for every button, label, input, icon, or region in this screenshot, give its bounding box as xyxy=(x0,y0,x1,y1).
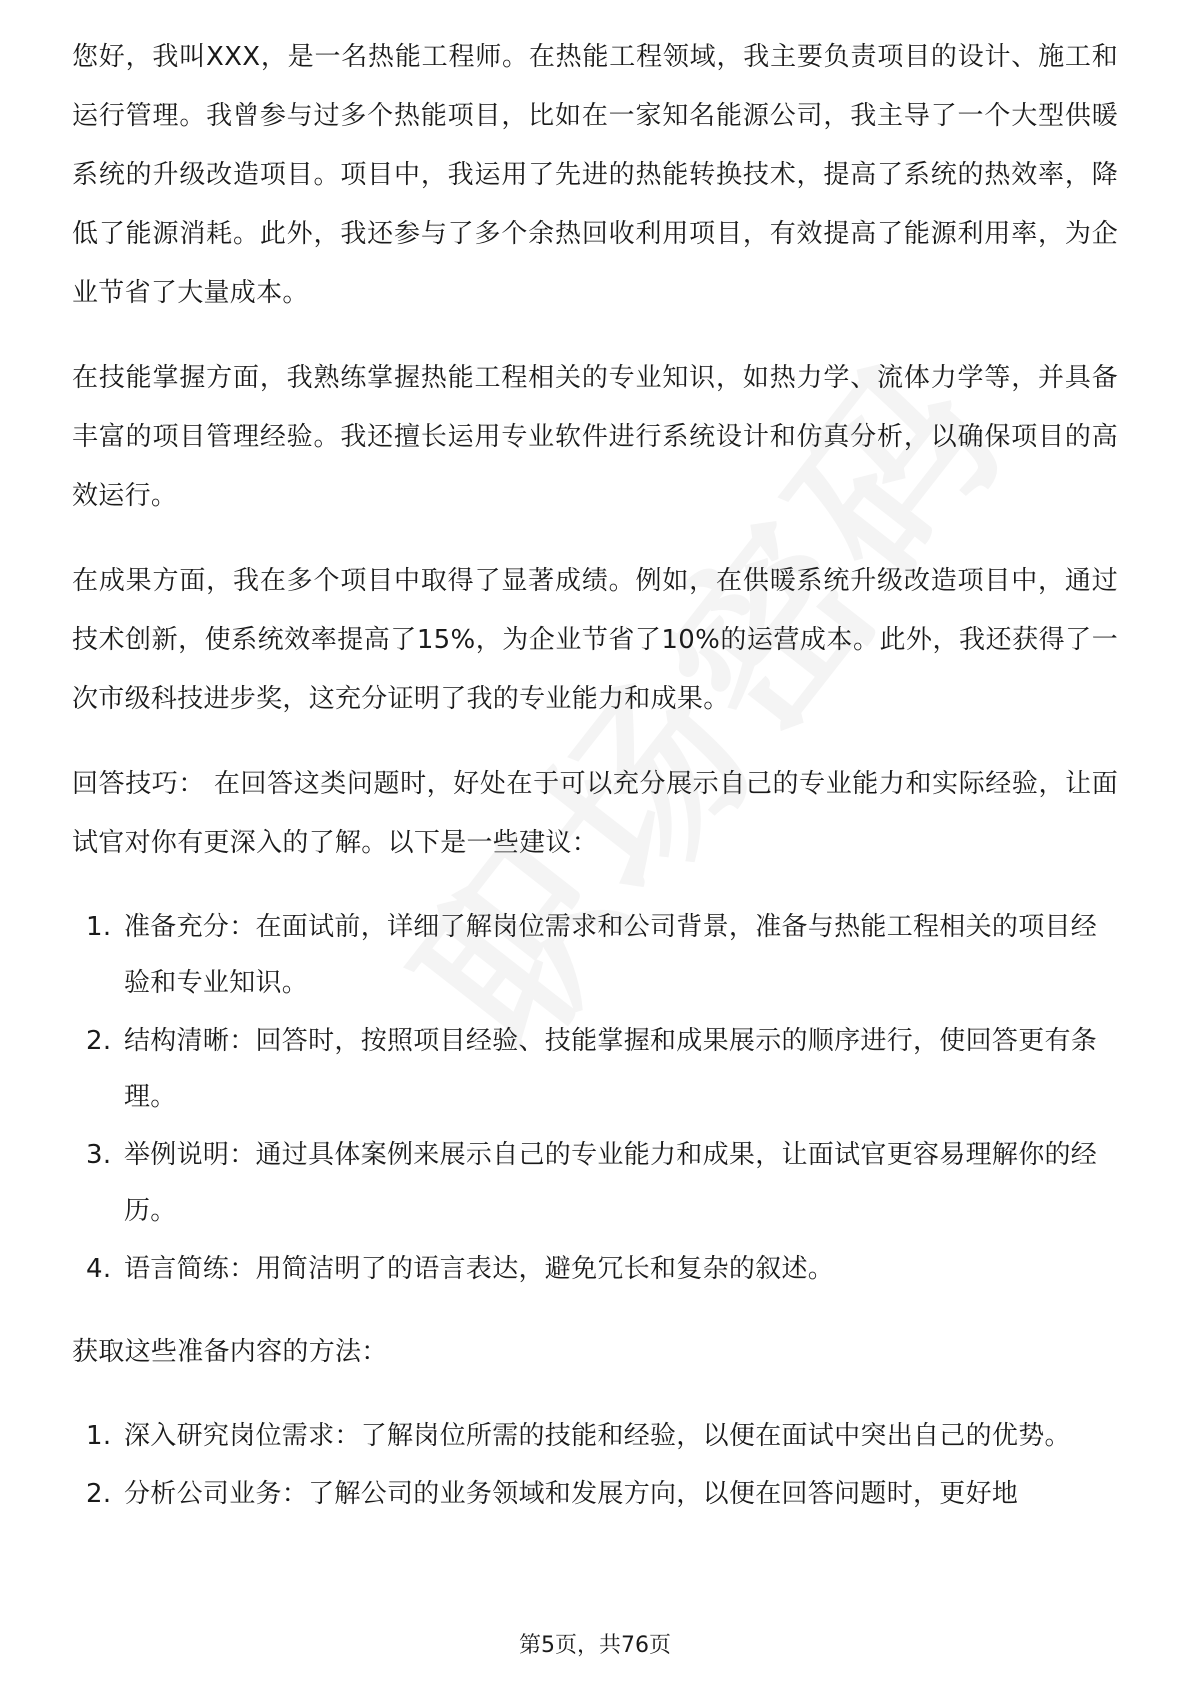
list-item-text: 举例说明：通过具体案例来展示自己的专业能力和成果，让面试官更容易理解你的经历。 xyxy=(124,1140,1098,1226)
paragraph-achievements: 在成果方面，我在多个项目中取得了显著成绩。例如，在供暖系统升级改造项目中，通过技术创新，使系统效率提高了15%，为企业节省了10%的运营成本。此外，我还获得了一次市级科技进步奖，这充分证明了我的专业能力和成果。 xyxy=(72,566,1118,714)
list-item-number: 1. xyxy=(86,1421,112,1451)
paragraph-answer-tips: 回答技巧： 在回答这类问题时，好处在于可以充分展示自己的专业能力和实际经验，让面试官对你有更深入的了解。以下是一些建议： xyxy=(72,769,1118,858)
list-item-number: 1. xyxy=(86,912,112,942)
tips-list xyxy=(72,899,1118,1297)
paragraph-methods-heading: 获取这些准备内容的方法： xyxy=(72,1337,388,1367)
list-item-text: 语言简练：用简洁明了的语言表达，避免冗长和复杂的叙述。 xyxy=(124,1254,835,1284)
list-item xyxy=(72,899,1118,1011)
list-item xyxy=(72,1466,1118,1522)
methods-list xyxy=(72,1408,1118,1522)
list-item xyxy=(72,1127,1118,1239)
list-item-number: 2. xyxy=(86,1026,112,1056)
page-number: 第5页，共76页 xyxy=(519,1633,671,1658)
list-item xyxy=(72,1408,1118,1464)
list-item-number: 2. xyxy=(86,1479,112,1509)
list-item-text: 分析公司业务：了解公司的业务领域和发展方向，以便在回答问题时，更好地 xyxy=(124,1479,1019,1509)
list-item-text: 深入研究岗位需求：了解岗位所需的技能和经验，以便在面试中突出自己的优势。 xyxy=(124,1421,1071,1451)
list-item-text: 结构清晰：回答时，按照项目经验、技能掌握和成果展示的顺序进行，使回答更有条理。 xyxy=(124,1026,1098,1112)
list-item-text: 准备充分：在面试前，详细了解岗位需求和公司背景，准备与热能工程相关的项目经验和专业知识。 xyxy=(124,912,1098,998)
list-item-number: 4. xyxy=(86,1254,112,1284)
paragraph-skills: 在技能掌握方面，我熟练掌握热能工程相关的专业知识，如热力学、流体力学等，并具备丰富的项目管理经验。我还擅长运用专业软件进行系统设计和仿真分析，以确保项目的高效运行。 xyxy=(72,363,1118,511)
list-item xyxy=(72,1241,1118,1297)
list-item-number: 3. xyxy=(86,1140,112,1170)
document-body xyxy=(72,28,1118,1548)
list-item xyxy=(72,1013,1118,1125)
paragraph-intro: 您好，我叫XXX，是一名热能工程师。在热能工程领域，我主要负责项目的设计、施工和运行管理。我曾参与过多个热能项目，比如在一家知名能源公司，我主导了一个大型供暖系统的升级改造项目。项目中，我运用了先进的热能转换技术，提高了系统的热效率，降低了能源消耗。此外，我还参与了多个余热回收利用项目，有效提高了能源利用率，为企业节省了大量成本。 xyxy=(72,42,1118,308)
